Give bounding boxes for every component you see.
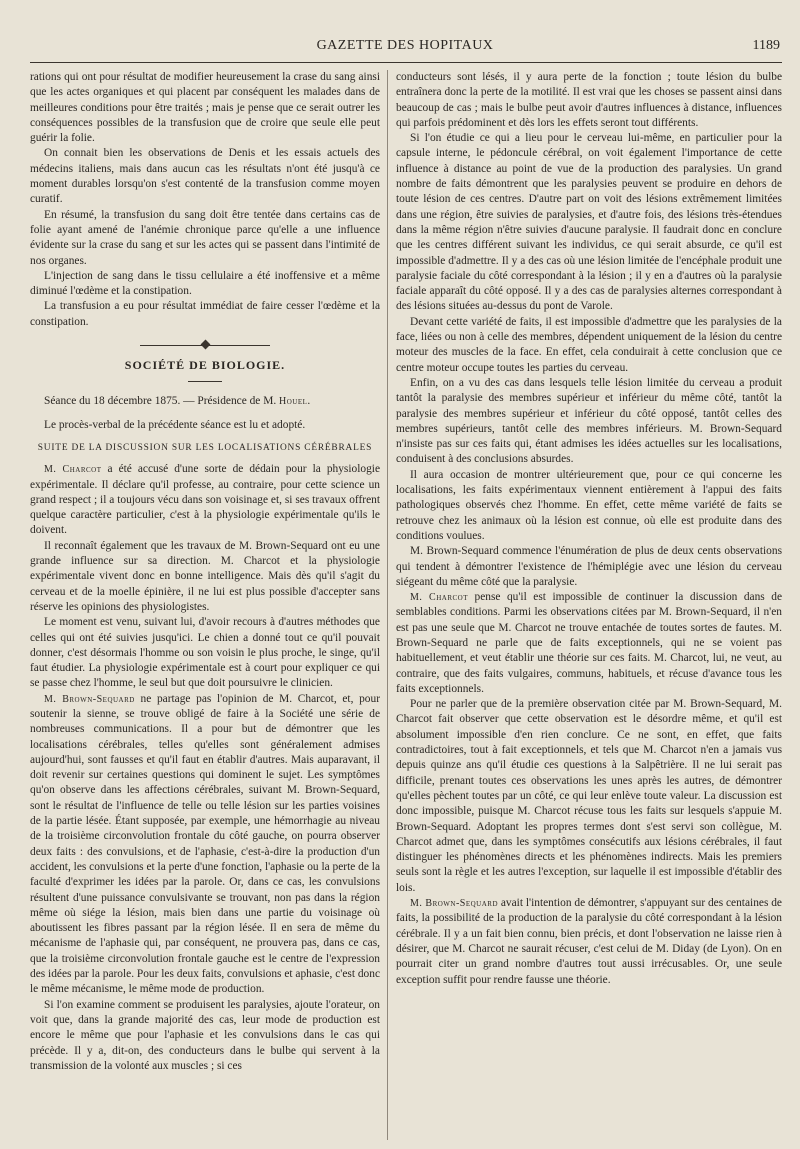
paragraph: En résumé, la transfusion du sang doit être tentée dans certains cas de folie ayant amené de l'anémie chronique parce qu'elle a une influence évidente sur la crase du sang et sur les actes qui se passent dans l'intimité de nos organes.	[30, 208, 380, 267]
paragraph: M. Brown-Sequard ne partage pas l'opinion de M. Charcot, et, pour soutenir la sienne, se trouve obligé de faire à la Société une série de nombreuses communications. Il a pour but de démontrer que les localisations cérébrales, telles qu'elles sont généralement admises aujourd'hui, sont fausses et qu'il faut en établir d'autres. Mais auparavant, il doit revenir sur certaines questions qui dominent le sujet. Les symptômes qu'on observe dans les affections cérébrales, suivant M. Brown-Sequard, sont le résultat de l'influence de telle ou telle lésion sur les parties voisines de la partie lésée. Étant supposée, par exemple, une hémorrhagie au niveau de la troisième circonvolution frontale du côté gauche, on pourra observer deux faits : des convulsions, et de l'aphasie, c'est-à-dire la production d'un accident, les convulsions et la perte d'une fonction, l'aphasie ou la perte de la faculté d'exprimer les idées par la parole. Or, dans ce cas, les convulsions résultent d'une puissance convulsivante se trouvant, non pas dans la région même où siége la lésion, mais bien dans une partie du voisinage où aboutissent les fibres passant par la région lésée. Il en sera de même du mécanisme de l'aphasie qui, par conséquent, ne prouvera pas, dans ce cas, que la troisième circonvolution frontale gauche est le centre de l'expression des idées par la parole. Pour les deux faits, convulsions et aphasie, c'est donc le même mécanisme, le même mode de production.	[30, 692, 380, 996]
paragraph: On connait bien les observations de Denis et les essais actuels des médecins italiens, mais dans aucun cas les résultats n'ont été jusqu'à ce moment durables lorsqu'on s'est contenté de la transfusion comme moyen curatif.	[30, 147, 380, 206]
paragraph: rations qui ont pour résultat de modifier heureusement la crase du sang ainsi que les actes organiques et qui placent par conséquent les malades dans de meilleures conditions pour être traités ; mais je pense que ce serait outrer les conséquences possibles de la transfusion que de croire que seule elle peut guérir la folie.	[30, 71, 380, 145]
paragraph: Pour ne parler que de la première observation citée par M. Brown-Sequard, M. Charcot fait observer que cette observation est le désordre même, et qu'il est absolument impossible d'en rien conclure. Ce ne sont, en effet, que faits contradictoires, tout à fait exceptionnels, et tels que M. Charcot n'en a jamais vus depuis quinze ans qu'il étudie ces questions à la Salpêtrière. Il ne lui serait pas difficile, prenant toutes ces observations les unes après les autres, de démontrer qu'elles pèchent toutes par un côté, ce qui leur enlève toute valeur. La discussion est donc impossible, puisque M. Charcot récuse tous les faits sur lesquels s'appuie M. Brown-Sequard. Adoptant les propres termes dont s'est servi son collègue, M. Charcot admet que, dans les symptômes consécutifs aux lésions cérébrales, il faut distinguer les phénomènes directs et les phénomènes indirects. Mais les premiers seuls sont la règle et les autres l'exception, sur laquelle il est impossible d'établir des lois.	[396, 698, 782, 894]
paragraph: Le moment est venu, suivant lui, d'avoir recours à d'autres méthodes que celles qui ont été suivies jusqu'ici. Le chien a donné tout ce qu'il pouvait donner, c'est désormais l'homme ou son voisin le plus proche, le singe, qu'il faut étudier. La physiologie expérimentale est à court pour expliquer ce qui se passe chez l'homme, le seul but que doit poursuivre le clinicien.	[30, 616, 380, 690]
paragraph: Le procès-verbal de la précédente séance est lu et adopté.	[44, 418, 306, 431]
right-column	[396, 70, 782, 1140]
short-rule	[188, 381, 222, 382]
paragraph: M. Brown-Sequard avait l'intention de démontrer, s'appuyant sur des centaines de faits, la possibilité de la production de la paralysie du côté correspondant à la lésion cérébrale. Il y a un fait bien connu, bien précis, et dont l'observation ne laisse rien à désirer, que M. Charcot ne saurait récuser, c'est celui de M. Diday (de Lyon). On en pourrait citer un grand nombre d'autres tout aussi irrécusables. Or, une seule exception suffit pour rendre fausse une théorie.	[396, 897, 782, 986]
section-ornament	[30, 340, 380, 350]
paragraph: Si l'on étudie ce qui a lieu pour le cerveau lui-même, en particulier pour la capsule interne, le pédoncule cérébral, on voit également l'importance de cette influence à distance au point de vue de la production des paralysies. Un grand nombre de faits démontrent que les paralysies peuvent se produire en dehors de toute lésion de ces centres. D'autre part on voit des lésions extrêmement limitées dans une région, être suivies de paralysies, et d'autre fois, des lésions très-étendues dans la même région n'être suivies d'aucune paralysie. Il faudrait donc en conclure que les centres différent suivant les individus, ce qui serait absurde, ce qu'il est impossible d'admettre. Il y a des cas où une lésion limitée de l'encéphale produit une paralysie faciale du côté correspondant à la lésion ; il y en a d'autres où la paralysie faciale apparaît du côté opposé. Il y a des cas de paralysies alternes correspondant à des lésions situées au-dessus du pont de Varole.	[396, 132, 782, 313]
paragraph: Enfin, on a vu des cas dans lesquels telle lésion limitée du cerveau a produit tantôt la paralysie des membres supérieur et inférieur du même côté, tantôt la paralysie des membres supérieur et inférieur du côté opposé, tantôt celles des membres supérieurs, tantôt celle des membres inférieurs. M. Brown-Sequard n'insiste pas sur ces faits qui, étant admises les idées actuelles sur les localisations, conduisent à des conclusions absurdes.	[396, 376, 782, 466]
paragraph: M. Charcot pense qu'il est impossible de continuer la discussion dans de semblables conditions. Parmi les observations citées par M. Brown-Sequard, il n'en est pas une seule que M. Charcot ne trouve entachée de toutes sortes de fautes. M. Brown-Sequard ne parle que de faits exceptionnels, qui ne se voient pas habituellement, et veut établir une théorie sur ces faits. M. Charcot, lui, ne veut, au contraire, que des faits vulgaires, communs, habituels, et récuse d'avance tous les faits exceptionnels.	[396, 591, 782, 695]
left-column	[30, 70, 380, 1140]
paragraph: La transfusion a eu pour résultat immédiat de faire cesser l'œdème et la constipation.	[30, 300, 380, 328]
paragraph: Devant cette variété de faits, il est impossible d'admettre que les paralysies de la face, liées ou non à celle des membres, dépendent uniquement de la lésion du centre moteur des muscles de la face. En effet, cela conduirait à cette conclusion que ce centre moteur occupe toutes les parties du cerveau.	[396, 315, 782, 374]
speaker-name: M. Charcot	[44, 464, 102, 476]
paragraph: Il aura occasion de montrer ultérieurement que, pour ce qui concerne les localisations, les faits expérimentaux viennent entièrement à l'appui des faits pathologiques observés chez l'homme. En effet, cette même variété de faits se retrouve chez les animaux où la lésion est connue, où elle est produite dans des conditions voulues.	[396, 468, 782, 542]
paragraph: M. Charcot a été accusé d'une sorte de dédain pour la physiologie expérimentale. Il déclare qu'il professe, au contraire, pour cette science un grand respect ; il a toujours vécu dans son voisinage et, si ses travaux offrent quelque caractère particulier, c'est à la physiologie expérimentale qu'ils le doivent.	[30, 463, 380, 537]
discussion-subhead: SUITE DE LA DISCUSSION SUR LES LOCALISATIONS CÉRÉBRALES	[37, 442, 373, 453]
paragraph: Si l'on examine comment se produisent les paralysies, ajoute l'orateur, on voit que, dans la grande majorité des cas, leur mode de production est encore le même que pour l'aphasie et les convulsions dans le cas qui précède. Il y a, dit-on, des conducteurs dans le bulbe qui servent à la transmission de la volonté aux muscles ; si ces	[30, 998, 380, 1072]
session-end: .	[307, 395, 311, 408]
journal-title: GAZETTE DES HOPITAUX	[316, 38, 494, 53]
page-header	[30, 38, 780, 60]
header-rule	[30, 62, 782, 63]
speaker-name: M. Brown-Sequard	[44, 693, 135, 705]
column-divider	[387, 70, 388, 1140]
speaker-name: M. Brown-Sequard	[410, 898, 499, 910]
session-line	[30, 394, 380, 409]
section-title: SOCIÉTÉ DE BIOLOGIE.	[124, 358, 286, 373]
session-text: Séance du 18 décembre 1875. — Présidence de M.	[44, 395, 280, 408]
paragraph: conducteurs sont lésés, il y aura perte de la fonction ; toute lésion du bulbe entraînera donc la perte de la motilité. Il est vrai que les choses se passent ainsi dans beaucoup de cas ; mais le bulbe peut avoir d'autres influences à distance, influences qui parfois prédominent et dès lors les effets seront tout différents.	[396, 71, 782, 129]
speaker-name: M. Charcot	[410, 592, 469, 604]
paragraph: L'injection de sang dans le tissu cellulaire a été inoffensive et a même diminué l'œdème et la constipation.	[30, 269, 380, 298]
page-number: 1189	[752, 38, 780, 53]
paragraph: Il reconnaît également que les travaux de M. Brown-Sequard ont eu une grande influence sur sa direction. M. Charcot et la physiologie expérimentale vivent donc en bonne intelligence. Mais dès qu'il s'agit du cerveau et de la moelle épinière, il ne lui est plus possible d'accepter sans réserve les opinions des physiologistes.	[30, 539, 380, 613]
paragraph: M. Brown-Sequard commence l'énumération de plus de deux cents observations qui tendent à démontrer l'existence de l'hémiplégie avec une lésion du cerveau siégeant du même côté que la paralysie.	[396, 545, 782, 588]
session-president: Houel	[279, 396, 308, 408]
